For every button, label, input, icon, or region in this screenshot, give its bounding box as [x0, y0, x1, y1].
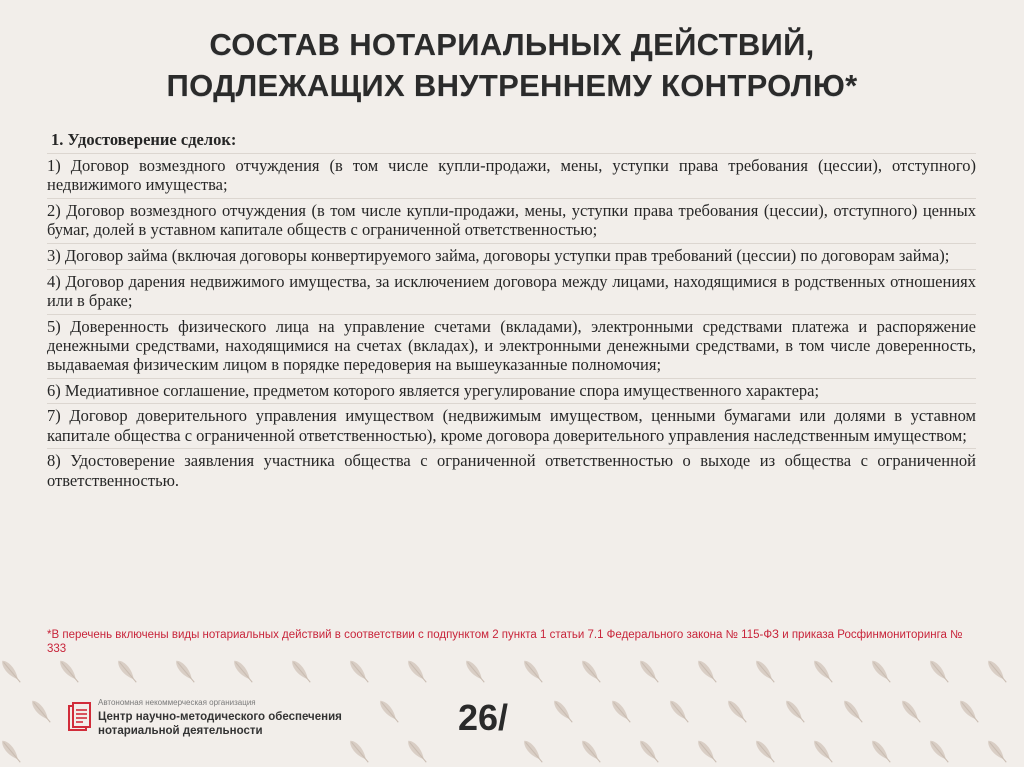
quill-pen-icon — [551, 698, 575, 724]
quill-pen-icon — [0, 738, 23, 764]
list-item: 8) Удостоверение заявления участника общества с ограниченной ответственностью о выходе из общества с ограниченной ответственностью. — [47, 448, 976, 489]
slide-title — [60, 24, 964, 106]
organization-logo — [68, 694, 342, 744]
quill-pen-icon — [985, 658, 1009, 684]
content-body — [47, 130, 976, 493]
list-item: 4) Договор дарения недвижимого имущества, за исключением договора между лицами, находящимися в родственных отношениях или в браке; — [47, 269, 976, 310]
footnote: *В перечень включены виды нотариальных действий в соответствии с подпунктом 2 пункта 1 статьи 7.1 Федерального закона № 115-ФЗ и приказа Росфинмониторинга № 333 — [47, 629, 963, 655]
quill-pen-icon — [115, 658, 139, 684]
quill-pen-icon — [521, 658, 545, 684]
quill-pen-icon — [405, 738, 429, 764]
quill-pen-icon — [841, 698, 865, 724]
document-logo-icon — [68, 702, 92, 734]
quill-pen-icon — [521, 738, 545, 764]
quill-pen-icon — [231, 658, 255, 684]
quill-pen-icon — [579, 738, 603, 764]
logo-name-line-1: Центр научно-методического обеспечения — [98, 711, 342, 723]
logo-caption: Автономная некоммерческая организация — [98, 698, 256, 707]
list-item: 2) Договор возмездного отчуждения (в том числе купли-продажи, мены, уступки права требования (цессии), отступного) ценных бумаг, долей в уставном капитале обществ с ограниченной ответственностью; — [47, 198, 976, 239]
quill-pen-icon — [753, 738, 777, 764]
quill-pen-icon — [725, 698, 749, 724]
quill-pen-icon — [667, 698, 691, 724]
quill-pen-icon — [957, 698, 981, 724]
quill-pen-icon — [57, 658, 81, 684]
quill-pen-icon — [637, 658, 661, 684]
quill-pen-icon — [173, 658, 197, 684]
logo-name-line-2: нотариальной деятельности — [98, 725, 263, 737]
title-line-1: СОСТАВ НОТАРИАЛЬНЫХ ДЕЙСТВИЙ, — [209, 27, 815, 62]
quill-pen-icon — [289, 658, 313, 684]
quill-pen-icon — [637, 738, 661, 764]
section-heading: 1. Удостоверение сделок: — [51, 130, 237, 149]
quill-pen-icon — [811, 658, 835, 684]
quill-pen-icon — [695, 738, 719, 764]
list-item: 5) Доверенность физического лица на управление счетами (вкладами), электронными средствами платежа и распоряжение денежными средствами, находящимися на счетах (вкладах), и электронными денежными средствами, в том числе доверенность, выдаваемая физическим лицом в порядке передоверия на вышеуказанные полномочия; — [47, 314, 976, 375]
quill-pen-icon — [347, 738, 371, 764]
quill-pen-icon — [579, 658, 603, 684]
quill-pen-icon — [927, 658, 951, 684]
list-item: 1) Договор возмездного отчуждения (в том числе купли-продажи, мены, уступки права требования (цессии), отступного) недвижимого имущества; — [47, 153, 976, 194]
page-number: 26/ — [458, 697, 509, 738]
quill-pen-icon — [347, 658, 371, 684]
title-line-2: ПОДЛЕЖАЩИХ ВНУТРЕННЕМУ КОНТРОЛЮ* — [166, 68, 858, 103]
quill-pen-icon — [985, 738, 1009, 764]
list-item: 6) Медиативное соглашение, предметом которого является урегулирование спора имущественного характера; — [47, 378, 976, 400]
quill-pen-icon — [753, 658, 777, 684]
list-item: 3) Договор займа (включая договоры конвертируемого займа, договоры уступки прав требований (цессии) по договорам займа); — [47, 243, 976, 265]
quill-pen-icon — [695, 658, 719, 684]
quill-pen-icon — [869, 658, 893, 684]
quill-pen-icon — [783, 698, 807, 724]
quill-pen-icon — [29, 698, 53, 724]
quill-pen-icon — [899, 698, 923, 724]
quill-pen-icon — [927, 738, 951, 764]
quill-pen-icon — [609, 698, 633, 724]
quill-pen-icon — [377, 698, 401, 724]
quill-pen-icon — [0, 658, 23, 684]
quill-pen-icon — [463, 658, 487, 684]
quill-pen-icon — [405, 658, 429, 684]
quill-pen-icon — [811, 738, 835, 764]
quill-pen-icon — [869, 738, 893, 764]
list-item: 7) Договор доверительного управления имуществом (недвижимым имуществом, ценными бумагами или долями в уставном капитале общества с ограниченной ответственностью), кроме договора доверительного управления наследственным имуществом; — [47, 403, 976, 444]
